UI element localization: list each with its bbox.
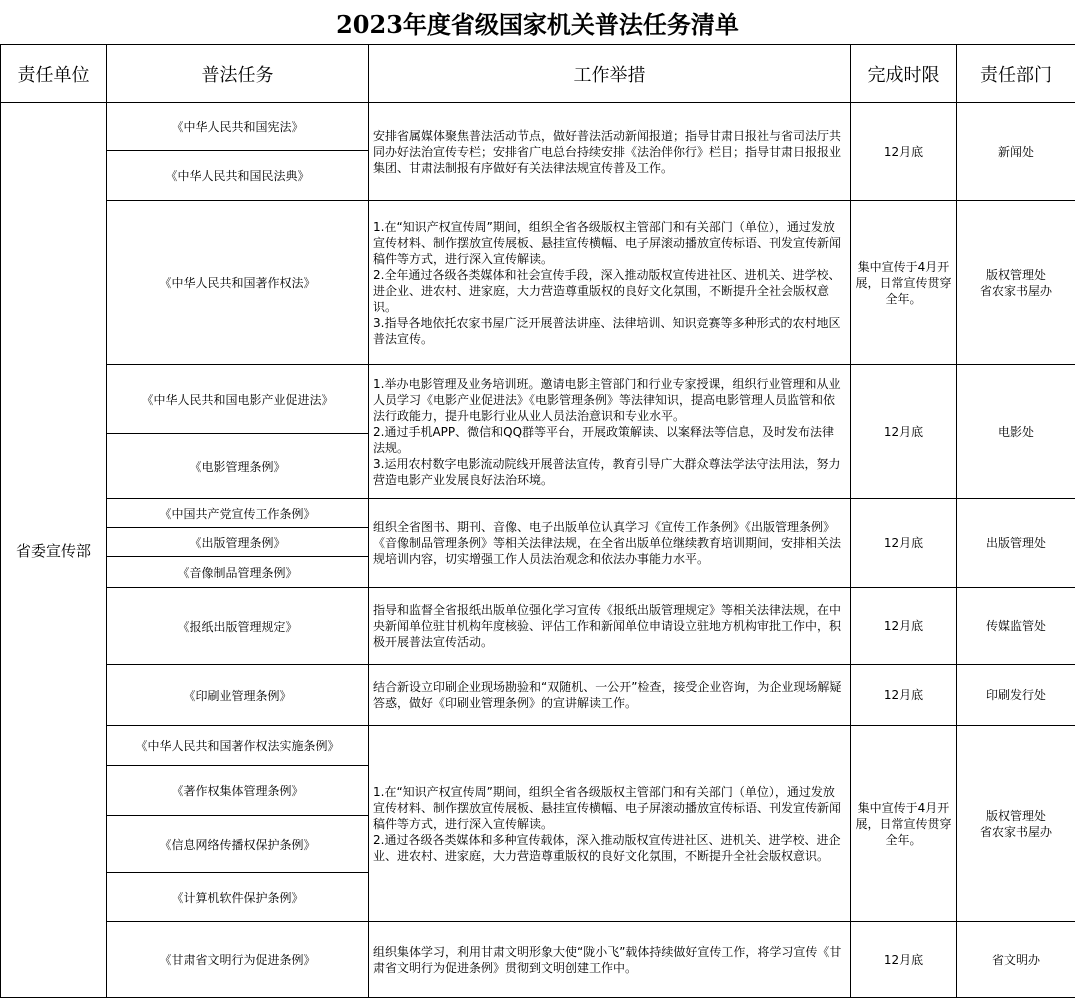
- deadline-cell: 12月底: [851, 588, 957, 665]
- law-item: 《电影管理条例》: [107, 434, 369, 499]
- deadline-cell: 12月底: [851, 665, 957, 726]
- law-item: 《中国共产党宣传工作条例》: [107, 499, 369, 528]
- table-row: [1, 365, 1075, 434]
- department-cell: 印刷发行处: [957, 665, 1075, 726]
- header-unit: 责任单位: [1, 45, 107, 103]
- measures-cell: 组织全省图书、期刊、音像、电子出版单位认真学习《宣传工作条例》《出版管理条例》《音像制品管理条例》等相关法律法规，在全省出版单位继续教育培训期间，安排相关法规培训内容，切实增强工作人员法治观念和依法办事能力水平。: [369, 499, 851, 588]
- law-item: 《中华人民共和国电影产业促进法》: [107, 365, 369, 434]
- law-item: 《出版管理条例》: [107, 528, 369, 557]
- deadline-cell: 12月底: [851, 103, 957, 201]
- header-deadline: 完成时限: [851, 45, 957, 103]
- table-row: [1, 103, 1075, 151]
- table-row: [1, 201, 1075, 365]
- deadline-cell: 集中宣传于4月开展，日常宣传贯穿全年。: [851, 201, 957, 365]
- deadline-cell: 集中宣传于4月开展，日常宣传贯穿全年。: [851, 726, 957, 922]
- measures-cell: 指导和监督全省报纸出版单位强化学习宣传《报纸出版管理规定》等相关法律法规，在中央新闻单位驻甘机构年度核验、评估工作和新闻单位申请设立驻地方机构审批工作中，积极开展普法宣传活动。: [369, 588, 851, 665]
- measures-cell: 1.举办电影管理及业务培训班。邀请电影主管部门和行业专家授课，组织行业管理和从业人员学习《电影产业促进法》《电影管理条例》等法律知识，提高电影管理人员监管和依法行政能力，提升电影行业从业人员法治意识和专业水平。 2.通过手机APP、微信和QQ群等平台，开展政策解读、以案释法等信息，及时发布法律法规。 3.运用农村数字电影流动院线开展普法宣传，教育引导广大群众尊法学法守法用法，努力营造电影产业发展良好法治环境。: [369, 365, 851, 499]
- deadline-cell: 12月底: [851, 499, 957, 588]
- law-item: 《著作权集体管理条例》: [107, 766, 369, 816]
- department-cell: 电影处: [957, 365, 1075, 499]
- task-table: [0, 44, 1075, 998]
- measures-cell: 组织集体学习，利用甘肃文明形象大使“陇小飞”载体持续做好宣传工作，将学习宣传《甘肃省文明行为促进条例》贯彻到文明创建工作中。: [369, 922, 851, 998]
- law-item: 《中华人民共和国著作权法实施条例》: [107, 726, 369, 766]
- law-item: 《中华人民共和国民法典》: [107, 151, 369, 201]
- law-item: 《信息网络传播权保护条例》: [107, 816, 369, 873]
- deadline-cell: 12月底: [851, 365, 957, 499]
- table-row: [1, 726, 1075, 766]
- measures-cell: 安排省属媒体聚焦普法活动节点，做好普法活动新闻报道；指导甘肃日报社与省司法厅共同办好法治宣传专栏；安排省广电总台持续安排《法治伴你行》栏目；指导甘肃日报报业集团、甘肃法制报有序做好有关法律法规宣传普及工作。: [369, 103, 851, 201]
- law-item: 《计算机软件保护条例》: [107, 873, 369, 922]
- header-measures: 工作举措: [369, 45, 851, 103]
- law-item: 《音像制品管理条例》: [107, 557, 369, 588]
- department-cell: 出版管理处: [957, 499, 1075, 588]
- law-item: 《印刷业管理条例》: [107, 665, 369, 726]
- page-title: 2023年度省级国家机关普法任务清单: [336, 9, 739, 39]
- law-item: 《甘肃省文明行为促进条例》: [107, 922, 369, 998]
- law-item: 《中华人民共和国宪法》: [107, 103, 369, 151]
- measures-cell: 结合新设立印刷企业现场勘验和“双随机、一公开”检查，接受企业咨询，为企业现场解疑答惑，做好《印刷业管理条例》的宣讲解读工作。: [369, 665, 851, 726]
- law-item: 《报纸出版管理规定》: [107, 588, 369, 665]
- department-cell: 传媒监管处: [957, 588, 1075, 665]
- table-header-row: [1, 45, 1075, 103]
- measures-cell: 1.在“知识产权宣传周”期间，组织全省各级版权主管部门和有关部门（单位），通过发放宣传材料、制作摆放宣传展板、悬挂宣传横幅、电子屏滚动播放宣传标语、刊发宣传新闻稿件等方式，进行深入宣传解读。 2.全年通过各级各类媒体和社会宣传手段，深入推动版权宣传进社区、进机关、进学校、进企业、进农村、进家庭，大力营造尊重版权的良好文化氛围，不断提升全社会版权意识。 3.指导各地依托农家书屋广泛开展普法讲座、法律培训、知识竞赛等多种形式的农村地区普法宣传。: [369, 201, 851, 365]
- header-department: 责任部门: [957, 45, 1075, 103]
- table-row: [1, 922, 1075, 998]
- measures-cell: 1.在“知识产权宣传周”期间，组织全省各级版权主管部门和有关部门（单位），通过发放宣传材料、制作摆放宣传展板、悬挂宣传横幅、电子屏滚动播放宣传标语、刊发宣传新闻稿件等方式，进行深入宣传解读。 2.通过各级各类媒体和多种宣传载体，深入推动版权宣传进社区、进机关、进学校、进企业、进农村、进家庭，大力营造尊重版权的良好文化氛围，不断提升全社会版权意识。: [369, 726, 851, 922]
- department-cell: 省文明办: [957, 922, 1075, 998]
- department-cell: 新闻处: [957, 103, 1075, 201]
- responsible-unit: 省委宣传部: [1, 103, 107, 998]
- deadline-cell: 12月底: [851, 922, 957, 998]
- table-row: [1, 499, 1075, 528]
- department-cell: 版权管理处 省农家书屋办: [957, 726, 1075, 922]
- department-cell: 版权管理处 省农家书屋办: [957, 201, 1075, 365]
- table-row: [1, 665, 1075, 726]
- header-task: 普法任务: [107, 45, 369, 103]
- law-item: 《中华人民共和国著作权法》: [107, 201, 369, 365]
- table-row: [1, 588, 1075, 665]
